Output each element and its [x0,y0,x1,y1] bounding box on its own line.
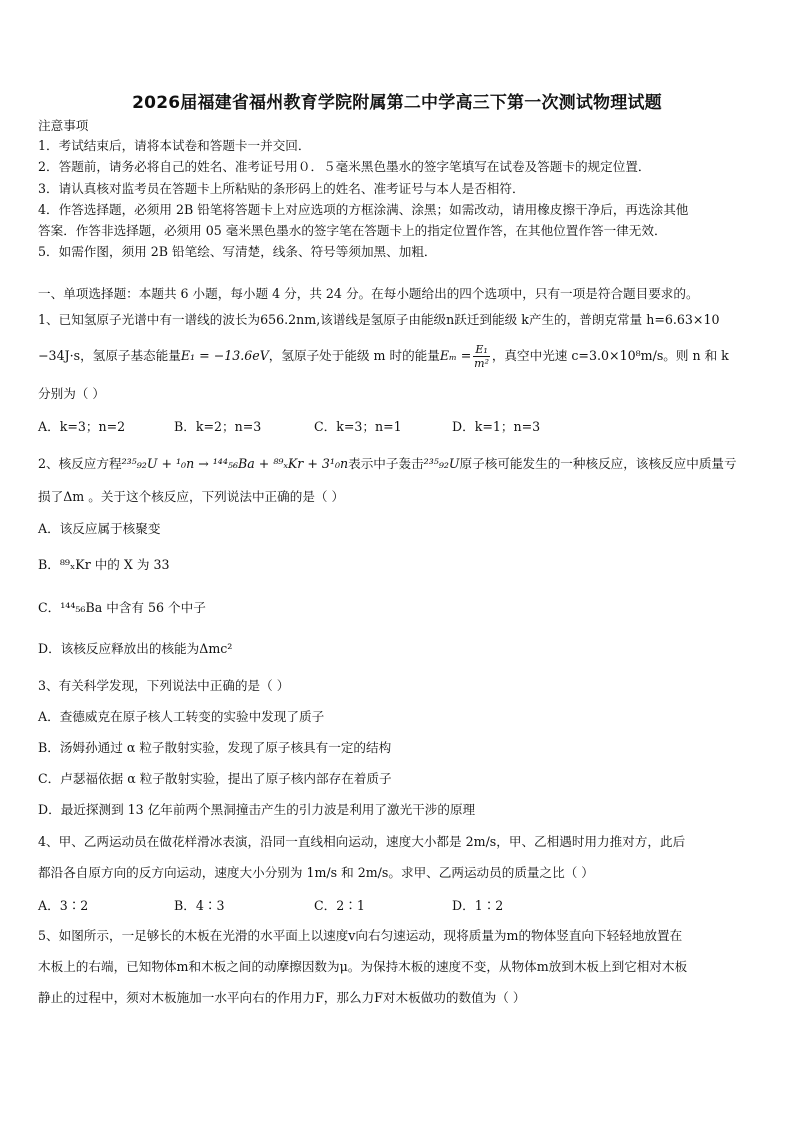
q5-stem-line1: 5、如图所示，一足够长的木板在光滑的水平面上以速度v向右匀速运动，现将质量为m的物体竖直向下轻轻地放置在 [38,928,683,943]
q1-energy-fraction [473,343,489,370]
q4-stem-line1: 4、甲、乙两运动员在做花样滑冰表演，沿同一直线相向运动，速度大小都是 2m/s，甲、乙相遇时用力推对方，此后 [38,834,686,849]
q1-option-d[interactable]: D．k=1；n=3 [452,419,541,434]
q1-stem-line2 [38,343,758,370]
q1-ground-energy: E₁ = −13.6eV [180,348,269,363]
q1-option-a[interactable]: A．k=3；n=2 [38,419,126,434]
q1-stem-line1: 1、已知氢原子光谱中有一谱线的波长为656.2nm,该谱线是氢原子由能级n跃迁到能级 k产生的，普朗克常量 h=6.63×10 [38,312,720,327]
q4-option-c[interactable]: C．2∶1 [314,898,365,913]
q3-option-c[interactable]: C．卢瑟福依据 α 粒子散射实验，提出了原子核内部存在着质子 [38,771,392,786]
q1-option-b[interactable]: B．k=2；n=3 [174,419,262,434]
q2-stem-line1 [38,455,758,473]
q1-stem-line3: 分别为（ ） [38,386,105,401]
q3-option-b[interactable]: B．汤姆孙通过 α 粒子散射实验，发现了原子核具有一定的结构 [38,740,392,755]
q1-text-b: ，氢原子处于能级 m 时的能量 [268,348,440,363]
notice-item-4: 4．作答选择题，必须用 2B 铅笔将答题卡上对应选项的方框涂满、涂黑；如需改动，请用橡皮擦干净后，再选涂其他 [38,202,689,217]
q5-stem-line3: 静止的过程中，须对木板施加一水平向右的作用力F，那么力F对木板做功的数值为（ ） [38,990,526,1005]
q1-text-c: ，真空中光速 c=3.0×10⁸m/s。则 n 和 k [491,348,729,363]
q3-option-d[interactable]: D．最近探测到 13 亿年前两个黑洞撞击产生的引力波是利用了激光干涉的原理 [38,802,476,817]
q3-option-a[interactable]: A．查德威克在原子核人工转变的实验中发现了质子 [38,709,325,724]
notice-heading: 注意事项 [38,118,89,133]
q2-option-d[interactable]: D．该核反应释放出的核能为Δmc² [38,641,233,656]
q2-stem-line2: 损了Δm 。关于这个核反应，下列说法中正确的是（ ） [38,489,345,504]
notice-item-4-cont: 答案．作答非选择题，必须用 05 毫米黑色墨水的签字笔在答题卡上的指定位置作答，在其他位置作答一律无效． [38,223,667,238]
q4-option-a[interactable]: A．3∶2 [38,898,89,913]
q2-option-c[interactable]: C．¹⁴⁴₅₆Ba 中含有 56 个中子 [38,600,206,615]
q1-option-c[interactable]: C．k=3；n=1 [314,419,402,434]
q2-option-b[interactable]: B．⁸⁹ₓKr 中的 X 为 33 [38,557,170,572]
section-heading: 一、单项选择题：本题共 6 小题，每小题 4 分，共 24 分。在每小题给出的四个选项中，只有一项是符合题目要求的。 [38,286,699,301]
q4-stem-line2: 都沿各自原方向的反方向运动，速度大小分别为 1m/s 和 2m/s。求甲、乙两运动员的质量之比（ ） [38,865,594,880]
q2-prefix: 2、核反应方程 [38,456,122,471]
q2-option-a[interactable]: A．该反应属于核聚变 [38,521,161,536]
notice-item-1: 1．考试结束后，请将本试卷和答题卡一并交回． [38,138,311,153]
q5-stem-line2: 木板上的右端，已知物体m和木板之间的动摩擦因数为μ。为保持木板的速度不变，从物体m放到木板上到它相对木板 [38,959,688,974]
q1-fraction-numerator: E₁ [475,343,488,356]
q1-fraction-denominator: m² [474,357,489,370]
notice-item-5: 5．如需作图，须用 2B 铅笔绘、写清楚，线条、符号等须加黑、加粗． [38,244,437,259]
notice-item-2: 2．答题前，请务必将自己的姓名、准考证号用０．５毫米黑色墨水的签字笔填写在试卷及答题卡的规定位置． [38,159,651,174]
q2-target-nucleus: ²³⁵₉₂U [423,456,460,471]
q4-option-b[interactable]: B．4∶3 [174,898,225,913]
notice-item-3: 3．请认真核对监考员在答题卡上所粘贴的条形码上的姓名、准考证号与本人是否相符． [38,181,525,196]
q4-option-d[interactable]: D．1∶2 [452,898,504,913]
q2-middle: 表示中子轰击 [348,456,424,471]
q2-reaction-equation: ²³⁵₉₂U + ¹₀n → ¹⁴⁴₅₆Ba + ⁸⁹ₓKr + 3¹₀n [121,456,349,471]
q1-text-a: −34J·s，氢原子基态能量 [38,348,181,363]
exam-title: 2026届福建省福州教育学院附属第二中学高三下第一次测试物理试题 [132,93,662,113]
q2-suffix: 原子核可能发生的一种核反应，该核反应中质量亏 [459,456,737,471]
q3-stem: 3、有关科学发现，下列说法中正确的是（ ） [38,678,290,693]
q1-energy-lhs: Eₘ = [439,348,472,363]
